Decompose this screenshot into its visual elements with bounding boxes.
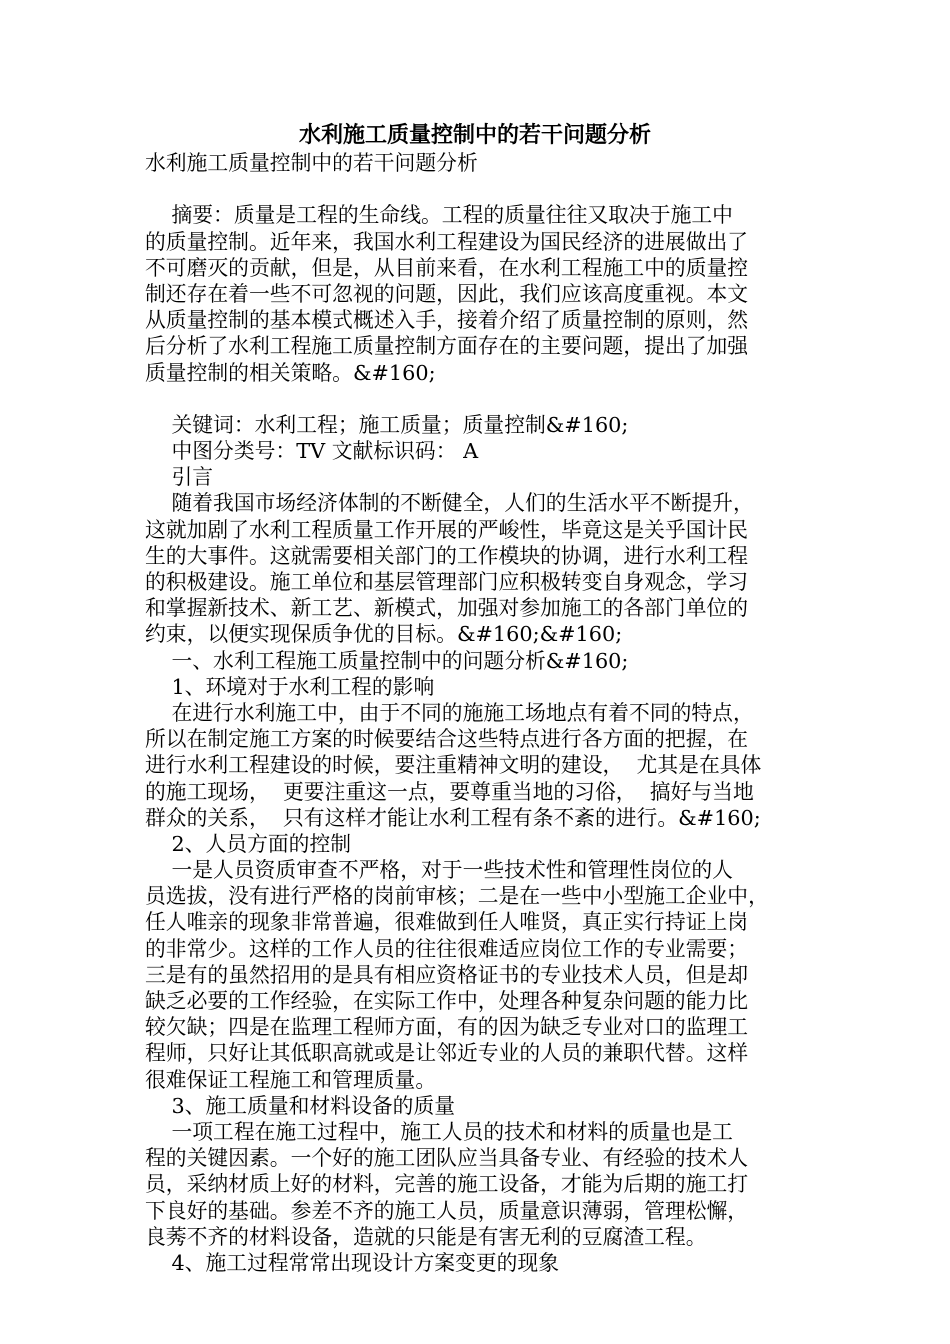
text-line: 群众的关系， 只有这样才能让水利工程有条不紊的进行。&#160; (145, 805, 761, 830)
text-line: 4、施工过程常常出现设计方案变更的现象 (145, 1250, 560, 1275)
text-line: 和掌握新技术、新工艺、新模式，加强对参加施工的各部门单位的 (145, 596, 749, 621)
document-body (145, 150, 807, 1276)
text-line: 的积极建设。施工单位和基层管理部门应积极转变自身观念，学习 (145, 570, 749, 594)
text-line: 程师，只好让其低职高就或是让邻近专业的人员的兼职代替。这样 (145, 1041, 749, 1066)
text-line: 一项工程在施工过程中，施工人员的技术和材料的质量也是工 (145, 1119, 733, 1144)
text-line: 随着我国市场经济体制的不断健全，人们的生活水平不断提升， (145, 491, 754, 516)
text-line: 任人唯亲的现象非常普遍，很难做到任人唯贤，真正实行持证上岗 (145, 910, 749, 935)
text-line: 1、环境对于水利工程的影响 (145, 674, 435, 699)
text-line: 不可磨灭的贡献，但是，从目前来看，在水利工程施工中的质量控 (145, 255, 749, 280)
text-line: 从质量控制的基本模式概述入手，接着介绍了质量控制的原则，然 (145, 308, 749, 333)
text-line: 员，采纳材质上好的材料，完善的施工设备，才能为后期的施工打 (145, 1172, 749, 1197)
text-line: 摘要：质量是工程的生命线。工程的质量往往又取决于施工中 (145, 203, 733, 228)
text-line: 程的关键因素。一个好的施工团队应当具备专业、有经验的技术人 (145, 1146, 749, 1171)
text-line: 3、施工质量和材料设备的质量 (145, 1093, 456, 1118)
text-line: 水利施工质量控制中的若干问题分析 (145, 151, 478, 175)
text-line: 生的大事件。这就需要相关部门的工作模块的协调，进行水利工程 (145, 543, 749, 568)
text-line: 良莠不齐的材料设备，造就的只能是有害无利的豆腐渣工程。 (145, 1224, 707, 1249)
text-line: 缺乏必要的工作经验，在实际工作中，处理各种复杂问题的能力比 (145, 989, 749, 1013)
text-line: 一是人员资质审查不严格，对于一些技术性和管理性岗位的人 (145, 858, 733, 883)
text-line: 的质量控制。近年来，我国水利工程建设为国民经济的进展做出了 (145, 229, 749, 254)
text-line: 约束，以便实现保质争优的目标。&#160;&#160; (145, 622, 623, 647)
text-line: 2、人员方面的控制 (145, 831, 352, 856)
text-line: 关键词：水利工程；施工质量；质量控制&#160; (145, 412, 629, 437)
text-line: 员选拔，没有进行严格的岗前审核；二是在一些中小型施工企业中， (145, 884, 769, 909)
text-line: 所以在制定施工方案的时候要结合这些特点进行各方面的把握，在 (145, 727, 749, 752)
text-line: 这就加剧了水利工程质量工作开展的严峻性，毕竟这是关乎国计民 (145, 517, 749, 542)
blank-line (145, 176, 807, 202)
text-line: 的施工现场， 更要注重这一点，要尊重当地的习俗， 搞好与当地 (145, 779, 754, 804)
text-line: 中图分类号：TV 文献标识码： A (145, 439, 479, 464)
text-line: 后分析了水利工程施工质量控制方面存在的主要问题，提出了加强 (145, 334, 749, 359)
text-line: 三是有的虽然招用的是具有相应资格证书的专业技术人员，但是却 (145, 962, 749, 987)
text-line: 制还存在着一些不可忽视的问题，因此，我们应该高度重视。本文 (145, 281, 749, 306)
text-line: 较欠缺；四是在监理工程师方面，有的因为缺乏专业对口的监理工 (145, 1015, 749, 1040)
text-line: 下良好的基础。参差不齐的施工人员，质量意识薄弱，管理松懈， (145, 1198, 749, 1223)
text-line: 很难保证工程施工和管理质量。 (145, 1067, 437, 1092)
document-title: 水利施工质量控制中的若干问题分析 (298, 123, 651, 148)
text-line: 一、水利工程施工质量控制中的问题分析&#160; (145, 648, 629, 673)
text-line: 进行水利工程建设的时候，要注重精神文明的建设， 尤其是在具体 (145, 753, 762, 778)
blank-line (145, 386, 807, 412)
text-line: 的非常少。这样的工作人员的往往很难适应岗位工作的专业需要； (145, 936, 749, 961)
text-line: 引言 (145, 465, 214, 490)
text-line: 质量控制的相关策略。&#160; (145, 360, 436, 385)
text-line: 在进行水利施工中，由于不同的施施工场地点有着不同的特点， (145, 700, 754, 725)
